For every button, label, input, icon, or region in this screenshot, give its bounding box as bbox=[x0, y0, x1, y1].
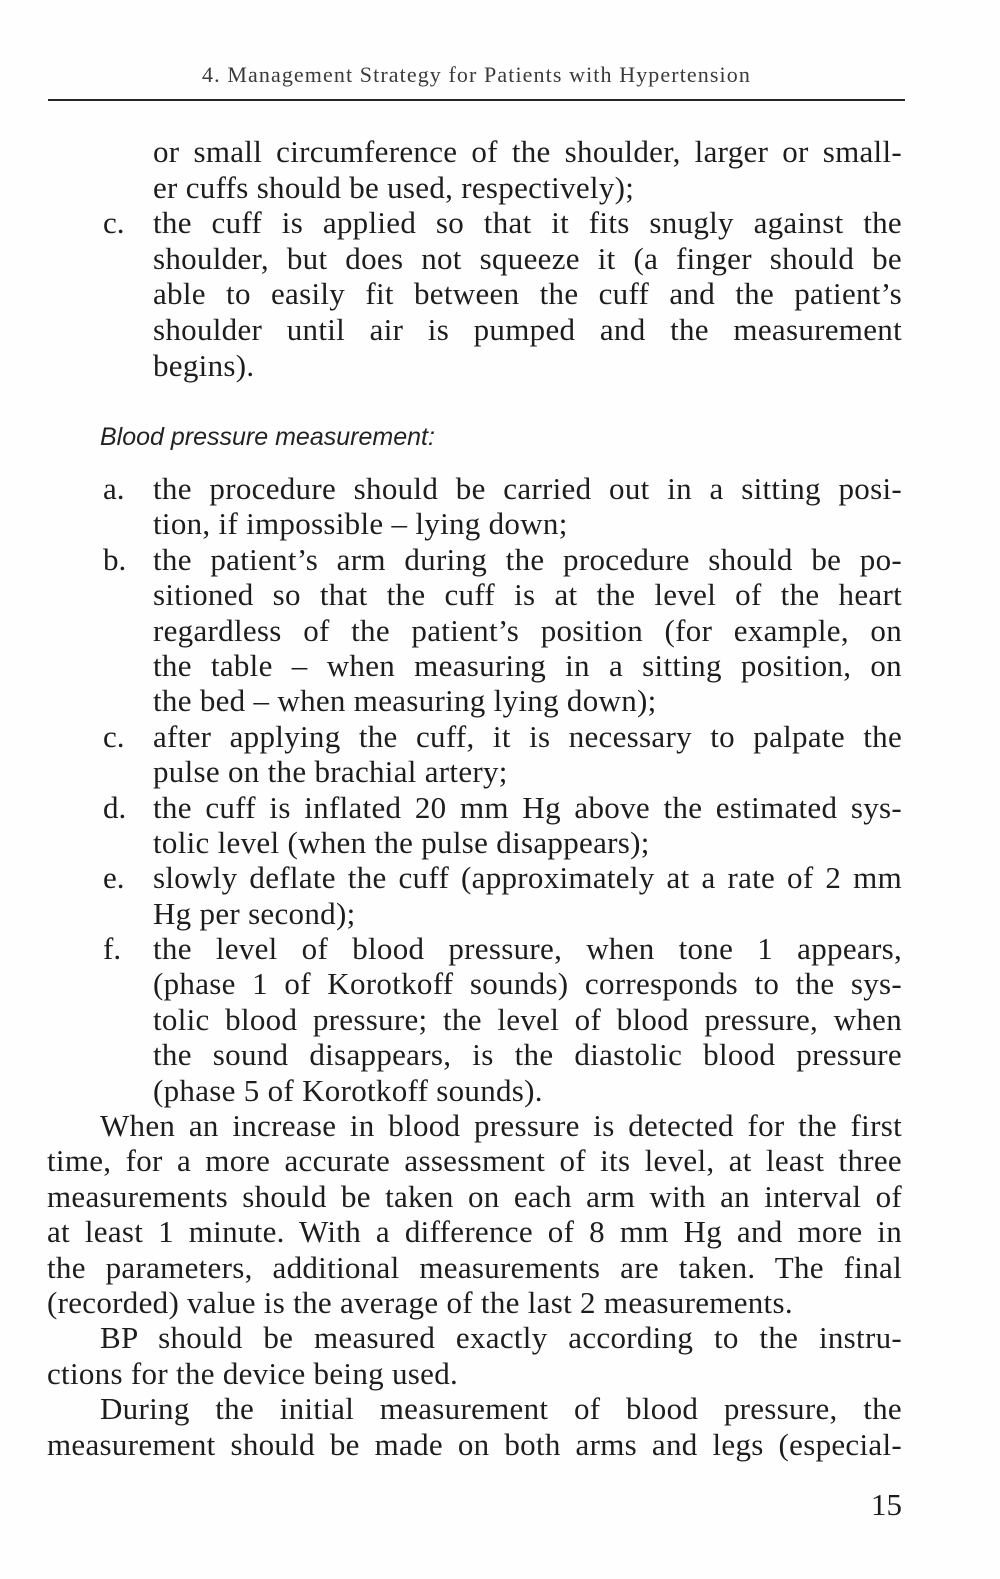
text-line: the procedure should be carried out in a sitting posi- bbox=[153, 471, 902, 506]
section-heading: Blood pressure measurement: bbox=[100, 423, 435, 451]
text-line: tolic level (when the pulse disappears); bbox=[153, 824, 650, 860]
text-line: tion, if impossible – lying down; bbox=[153, 506, 568, 542]
text-line: shoulder until air is pumped and the measurement bbox=[153, 311, 902, 347]
text-line: (recorded) value is the average of the last 2 measurements. bbox=[47, 1284, 793, 1320]
text-line: the cuff is inflated 20 mm Hg above the estimated sys- bbox=[153, 789, 902, 825]
list-item-continued bbox=[0, 134, 1000, 205]
list-marker: b. bbox=[103, 541, 127, 577]
list-marker: c. bbox=[103, 205, 125, 241]
header-rule bbox=[48, 99, 905, 101]
item-text bbox=[153, 134, 902, 205]
list-item-b bbox=[0, 542, 1000, 719]
paragraph bbox=[0, 1320, 1000, 1391]
text-line: after applying the cuff, it is necessary to palpate the bbox=[153, 718, 902, 754]
paragraph bbox=[0, 1108, 1000, 1320]
text-line: sitioned so that the cuff is at the level of the heart bbox=[153, 577, 902, 613]
text-line: (phase 5 of Korotkoff sounds). bbox=[153, 1072, 543, 1108]
text-line: er cuffs should be used, respectively); bbox=[153, 169, 635, 205]
item-text bbox=[153, 931, 902, 1108]
text-line: BP should be measured exactly according to the instru- bbox=[100, 1320, 902, 1356]
cuff-list bbox=[0, 134, 1000, 383]
list-item-e bbox=[0, 860, 1000, 931]
text-line: shoulder, but does not squeeze it (a finger should be bbox=[153, 240, 902, 276]
text-line: the sound disappears, is the diastolic blood pressure bbox=[153, 1037, 902, 1073]
text-line: time, for a more accurate assessment of its level, at least three bbox=[47, 1143, 902, 1179]
text-line: the table – when measuring in a sitting position, on bbox=[153, 647, 902, 683]
list-item-f bbox=[0, 931, 1000, 1108]
list-marker: e. bbox=[103, 860, 125, 896]
text-line: tolic blood pressure; the level of blood pressure, when bbox=[153, 1001, 902, 1037]
text-line: the level of blood pressure, when tone 1 appears, bbox=[153, 931, 902, 967]
text-line: Hg per second); bbox=[153, 895, 356, 931]
list-marker: c. bbox=[103, 718, 125, 754]
item-text bbox=[153, 205, 902, 383]
list-item-c bbox=[0, 205, 1000, 383]
text-line: the patient’s arm during the procedure should be po- bbox=[153, 541, 902, 577]
list-marker: a. bbox=[103, 471, 125, 506]
text-line: the parameters, additional measurements are taken. The final bbox=[47, 1249, 902, 1285]
text-line: pulse on the brachial artery; bbox=[153, 754, 508, 790]
text-line: measurement should be made on both arms and legs (especial- bbox=[47, 1426, 902, 1462]
text-line: measurements should be taken on each arm with an interval of bbox=[47, 1178, 902, 1214]
text-line: the bed – when measuring lying down); bbox=[153, 683, 657, 719]
list-item-a bbox=[0, 471, 1000, 542]
item-text bbox=[153, 471, 902, 542]
paragraph bbox=[0, 1391, 1000, 1462]
measurement-section bbox=[0, 471, 1000, 1462]
text-line: When an increase in blood pressure is detected for the first bbox=[100, 1108, 902, 1144]
item-text bbox=[153, 860, 902, 931]
list-item-c bbox=[0, 719, 1000, 790]
text-line: at least 1 minute. With a difference of 8 mm Hg and more in bbox=[47, 1214, 902, 1250]
text-line: ctions for the device being used. bbox=[47, 1355, 459, 1391]
text-line: or small circumference of the shoulder, larger or small- bbox=[153, 134, 902, 169]
text-line: slowly deflate the cuff (approximately at a rate of 2 mm bbox=[153, 860, 902, 896]
item-text bbox=[153, 790, 902, 861]
page-number: 15 bbox=[871, 1487, 902, 1522]
text-line: able to easily fit between the cuff and the patient’s bbox=[153, 276, 902, 312]
list-marker: f. bbox=[103, 931, 122, 967]
text-line: the cuff is applied so that it fits snugly against the bbox=[153, 205, 902, 241]
text-line: During the initial measurement of blood pressure, the bbox=[100, 1391, 902, 1427]
list-marker: d. bbox=[103, 789, 127, 825]
text-line: begins). bbox=[153, 347, 255, 383]
item-text bbox=[153, 719, 902, 790]
running-header: 4. Management Strategy for Patients with Hypertension bbox=[202, 62, 751, 87]
text-line: (phase 1 of Korotkoff sounds) corresponds to the sys- bbox=[153, 966, 902, 1002]
item-text bbox=[153, 542, 902, 719]
text-line: regardless of the patient’s position (for example, on bbox=[153, 612, 902, 648]
list-item-d bbox=[0, 790, 1000, 861]
